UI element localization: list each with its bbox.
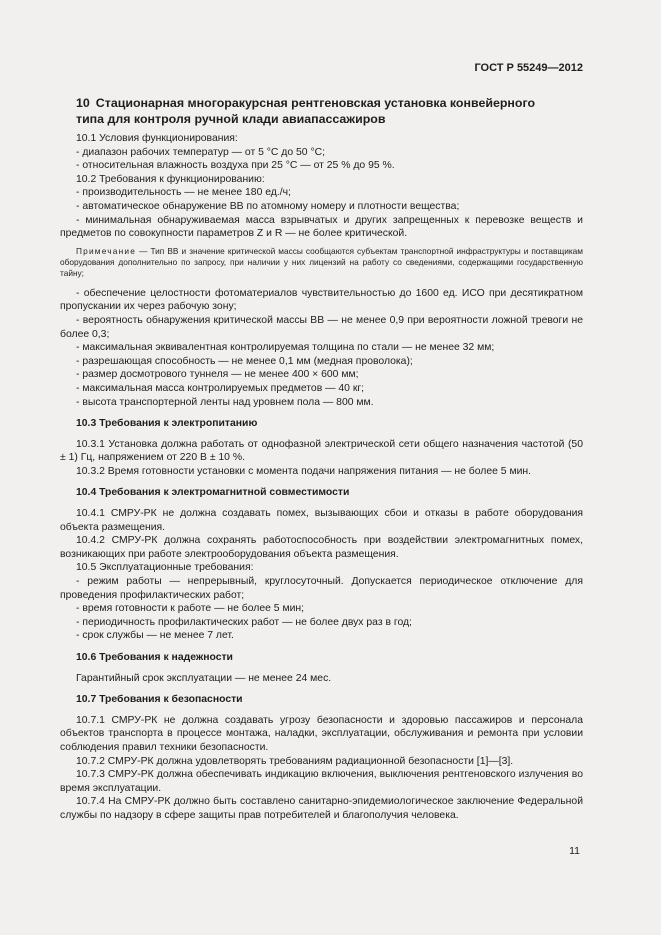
note <box>60 246 583 279</box>
section-title-line1: Стационарная многоракурсная рентгеновская установка конвейерного <box>95 96 536 110</box>
paragraph: 10.3.1 Установка должна работать от однофазной электрической сети общего назначения частотой (50 ± 1) Гц, напряжением от 220 В ± 10 %. <box>60 438 583 464</box>
list-item: - вероятность обнаружения критической массы ВВ — не менее 0,9 при вероятности ложной тревоги не более 0,3; <box>60 314 583 340</box>
paragraph: 10.3.2 Время готовности установки с момента подачи напряжения питания — не более 5 мин. <box>76 465 532 477</box>
list-item: - максимальная эквивалентная контролируемая толщина по стали — не менее 32 мм; <box>76 342 495 354</box>
list-item: - обеспечение целостности фотоматериалов чувствительностью до 1600 ед. ИСО при десятикратном пропускании их через рабочую зону; <box>60 287 583 313</box>
list-item: - режим работы — непрерывный, круглосуточный. Допускается периодическое отключение для проведения профилактических работ; <box>60 576 583 601</box>
section-title-line2: типа для контроля ручной клади авиапассажиров <box>76 112 386 126</box>
paragraph: 10.7.1 СМРУ-РК не должна создавать угрозу безопасности и здоровью пассажиров и персонала объектов транспорта в процессе монтажа, наладки, эксплуатации, обслуживания и ремонта при условии соблюдения правил техники безопасности. <box>60 714 583 753</box>
subsection-heading-10-7: 10.7 Требования к безопасности <box>76 694 243 706</box>
paragraph: 10.7.2 СМРУ-РК должна удовлетворять требованиям радиационной безопасности [1]—[3]. <box>76 755 514 767</box>
list-item: - периодичность профилактических работ — не более двух раз в год; <box>76 616 412 628</box>
paragraph: Гарантийный срок эксплуатации — не менее 24 мес. <box>76 672 332 684</box>
list-item: - минимальная обнаруживаемая масса взрывчатых и других запрещенных к перевозке веществ и предметов по совокупности параметров Z и R — не более критической. <box>60 214 583 240</box>
list-item: - относительная влажность воздуха при 25 °С — от 25 % до 95 %. <box>76 160 395 172</box>
page-number: 11 <box>569 845 580 857</box>
subsection-heading-10-3: 10.3 Требования к электропитанию <box>76 418 258 430</box>
note-label: Примечание <box>76 245 137 256</box>
paragraph: 10.7.3 СМРУ-РК должна обеспечивать индикацию включения, выключения рентгеновского излучения во время эксплуатации. <box>60 769 583 794</box>
note-text: — Тип ВВ и значение критической массы сообщаются субъектам транспортной инфраструктуры и поставщикам оборудования дополнительно по запросу, при наличии у них лицензий на работу со сведениями, содержащими государственную тайну; <box>60 245 583 278</box>
list-item: - автоматическое обнаружение ВВ по атомному номеру и плотности вещества; <box>76 200 460 212</box>
list-item: - время готовности к работе — не более 5 мин; <box>76 603 305 615</box>
paragraph: 10.5 Эксплуатационные требования: <box>76 562 254 574</box>
list-item: - высота транспортерной ленты над уровнем пола — 800 мм. <box>76 396 374 408</box>
section-number: 10 <box>76 96 90 110</box>
paragraph: 10.1 Условия функционирования: <box>76 133 238 144</box>
list-item: - производительность — не менее 180 ед./ч; <box>76 187 291 199</box>
paragraph: 10.4.2 СМРУ-РК должна сохранять работоспособность при воздействии электромагнитных помех, возникающих при работе электрооборудования объекта размещения. <box>60 535 583 560</box>
section-title <box>76 95 586 127</box>
list-item: - срок службы — не менее 7 лет. <box>76 630 234 642</box>
subsection-heading-10-6: 10.6 Требования к надежности <box>76 652 233 663</box>
paragraph: 10.2 Требования к функционированию: <box>76 173 265 185</box>
document-body <box>60 132 583 823</box>
subsection-heading-10-4: 10.4 Требования к электромагнитной совместимости <box>76 487 350 499</box>
paragraph: 10.4.1 СМРУ-РК не должна создавать помех, вызывающих сбои и отказы в работе оборудования объекта размещения. <box>60 508 583 533</box>
document-standard-header: ГОСТ Р 55249—2012 <box>474 62 583 74</box>
paragraph: 10.7.4 На СМРУ-РК должно быть составлено санитарно-эпидемиологическое заключение Федеральной службы по надзору в сфере защиты прав потребителей и благополучия человека. <box>60 796 583 821</box>
list-item: - размер досмотрового туннеля — не менее 400 × 600 мм; <box>76 369 359 381</box>
list-item: - разрешающая способность — не менее 0,1 мм (медная проволока); <box>76 355 413 367</box>
list-item: - диапазон рабочих температур — от 5 °С до 50 °С; <box>76 146 326 158</box>
list-item: - максимальная масса контролируемых предметов — 40 кг; <box>76 382 365 394</box>
